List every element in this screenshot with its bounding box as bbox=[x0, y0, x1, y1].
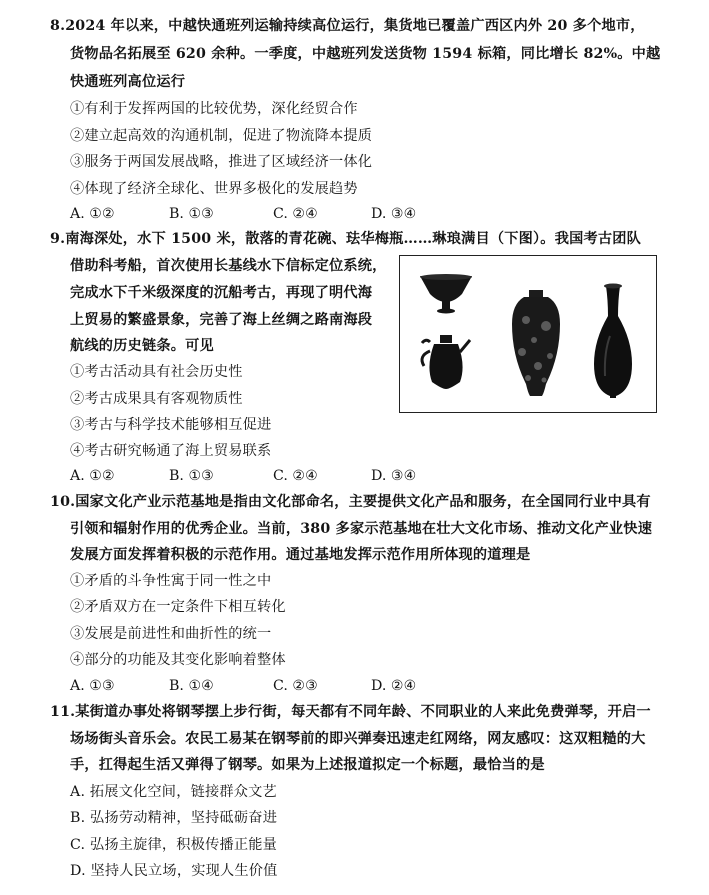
yuhuchun-vase-artifact bbox=[594, 284, 632, 399]
meiping-vase-artifact bbox=[512, 290, 560, 396]
porcelain-artifacts-figure bbox=[399, 255, 657, 413]
q8-item-4: ④体现了经济全球化、世界多极化的发展趋势 bbox=[70, 181, 358, 197]
q10-option-a[interactable]: A. ①③ bbox=[70, 678, 115, 694]
q11-stem-line-2: 场场街头音乐会。农民工易某在钢琴前的即兴弹奏迅速走红网络，网友感叹：这双粗糙的大 bbox=[70, 731, 646, 747]
q8-stem-line-2: 货物品名拓展至 620 余种。一季度，中越班列发送货物 1594 标箱，同比增长 82%。中越 bbox=[70, 46, 661, 62]
q10-item-3: ③发展是前进性和曲折性的统一 bbox=[70, 626, 272, 642]
q8-option-a[interactable]: A. ①② bbox=[70, 206, 115, 222]
q9-item-1: ①考古活动具有社会历史性 bbox=[70, 364, 243, 380]
q10-item-4: ④部分的功能及其变化影响着整体 bbox=[70, 652, 286, 668]
q8-option-d[interactable]: D. ③④ bbox=[371, 206, 417, 222]
ewer-artifact bbox=[422, 335, 470, 389]
q11-stem-line-3: 手，扛得起生活又弹得了钢琴。如果为上述报道拟定一个标题，最恰当的是 bbox=[70, 757, 545, 773]
q9-item-2: ②考古成果具有客观物质性 bbox=[70, 391, 243, 407]
q8-option-c[interactable]: C. ②④ bbox=[273, 206, 318, 222]
q9-stem-line-5: 航线的历史链条。可见 bbox=[70, 338, 214, 354]
q10-option-b[interactable]: B. ①④ bbox=[169, 678, 214, 694]
q9-stem-line-4: 上贸易的繁盛景象，完善了海上丝绸之路南海段 bbox=[70, 312, 373, 328]
q10-item-1: ①矛盾的斗争性寓于同一性之中 bbox=[70, 573, 272, 589]
q9-option-b[interactable]: B. ①③ bbox=[169, 468, 214, 484]
q11-option-a[interactable]: A. 拓展文化空间，链接群众文艺 bbox=[70, 784, 277, 800]
q10-stem-line-2: 引领和辐射作用的优秀企业。当前，380 多家示范基地在壮大文化市场、推动文化产业快速 bbox=[70, 521, 653, 537]
q8-item-2: ②建立起高效的沟通机制，促进了物流降本提质 bbox=[70, 128, 373, 144]
stem-cup-artifact bbox=[420, 274, 472, 314]
q9-item-3: ③考古与科学技术能够相互促进 bbox=[70, 417, 272, 433]
q8-option-b[interactable]: B. ①③ bbox=[169, 206, 214, 222]
q8-item-1: ①有利于发挥两国的比较优势，深化经贸合作 bbox=[70, 101, 358, 117]
q9-option-d[interactable]: D. ③④ bbox=[371, 468, 417, 484]
q10-option-c[interactable]: C. ②③ bbox=[273, 678, 318, 694]
q10-option-d[interactable]: D. ②④ bbox=[371, 678, 417, 694]
q8-stem-line-3: 快通班列高位运行 bbox=[70, 74, 186, 90]
q11-stem-line-1: 11.某街道办事处将钢琴摆上步行街，每天都有不同年龄、不同职业的人来此免费弹琴，开启一 bbox=[50, 704, 651, 720]
q11-option-b[interactable]: B. 弘扬劳动精神，坚持砥砺奋进 bbox=[70, 810, 278, 826]
porcelain-artifacts-image bbox=[400, 256, 656, 412]
q10-stem-line-3: 发展方面发挥着积极的示范作用。通过基地发挥示范作用所体现的道理是 bbox=[70, 547, 531, 563]
q9-stem-line-2: 借助科考船，首次使用长基线水下信标定位系统， bbox=[70, 258, 387, 274]
q9-item-4: ④考古研究畅通了海上贸易联系 bbox=[70, 443, 272, 459]
q11-option-d[interactable]: D. 坚持人民立场，实现人生价值 bbox=[70, 863, 278, 879]
q9-option-a[interactable]: A. ①② bbox=[70, 468, 115, 484]
q9-option-c[interactable]: C. ②④ bbox=[273, 468, 318, 484]
q11-option-c[interactable]: C. 弘扬主旋律，积极传播正能量 bbox=[70, 837, 278, 853]
q8-item-3: ③服务于两国发展战略，推进了区域经济一体化 bbox=[70, 154, 373, 170]
q9-stem-line-3: 完成水下千米级深度的沉船考古，再现了明代海 bbox=[70, 285, 373, 301]
q9-stem-line-1: 9.南海深处，水下 1500 米，散落的青花碗、珐华梅瓶……琳琅满目（下图）。我国考古团队 bbox=[50, 231, 642, 247]
q10-item-2: ②矛盾双方在一定条件下相互转化 bbox=[70, 599, 286, 615]
q10-stem-line-1: 10.国家文化产业示范基地是指由文化部命名，主要提供文化产品和服务，在全国同行业中具有 bbox=[50, 494, 651, 510]
q8-stem-line-1: 8.2024 年以来，中越快通班列运输持续高位运行，集货地已覆盖广西区内外 20 多个地市， bbox=[50, 18, 645, 34]
